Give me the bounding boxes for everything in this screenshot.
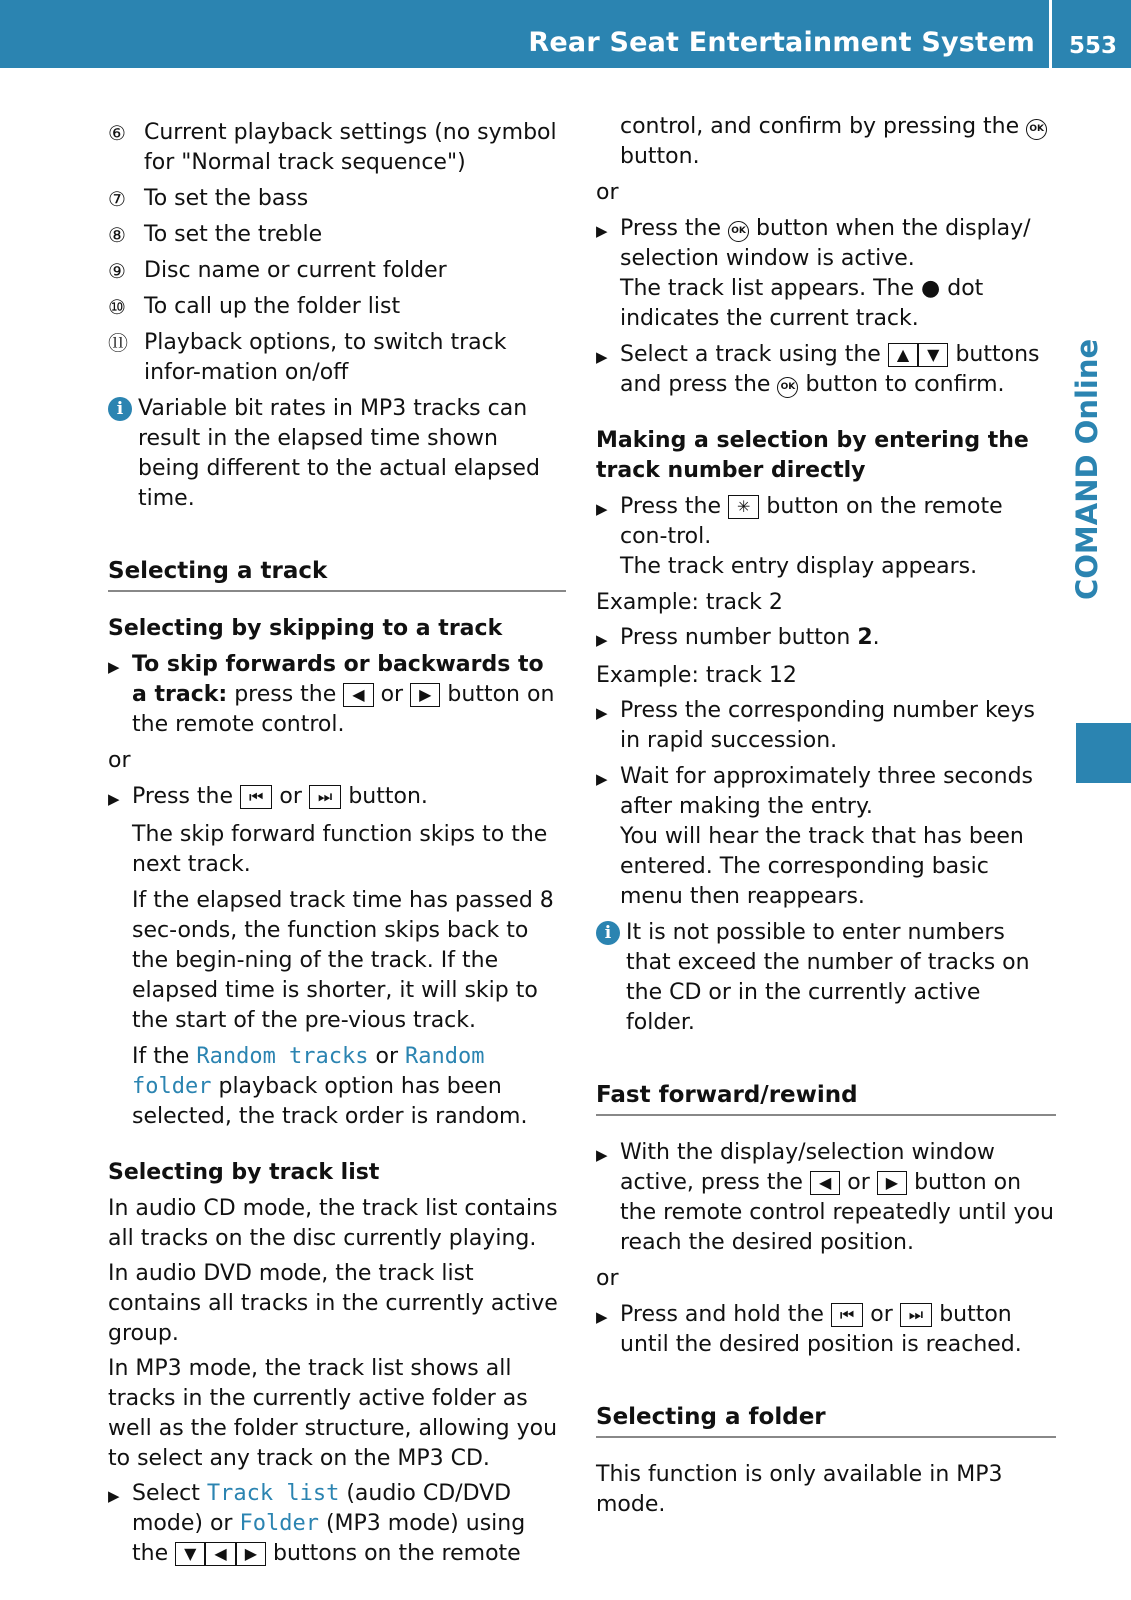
right-arrow-key-icon: ▶	[877, 1171, 907, 1195]
bullet-dot-icon: ●	[921, 276, 941, 301]
legend-item	[108, 118, 566, 178]
step-item	[108, 782, 566, 814]
step-item: ▶ Press number button 2.	[596, 623, 1056, 655]
step-item	[596, 1300, 1056, 1360]
step-arrow-icon: ▶	[108, 658, 120, 676]
left-column	[108, 118, 566, 1575]
step-text: Select	[132, 1481, 200, 1506]
step-text: Press the	[132, 784, 233, 809]
ok-button-icon: OK	[728, 221, 749, 242]
left-arrow-key-icon: ◀	[205, 1542, 235, 1566]
step-bold-text: 2	[857, 625, 873, 650]
right-column	[596, 112, 1056, 1525]
detail-text: button.	[620, 144, 700, 169]
menu-item-random-folder: Random folder	[132, 1044, 485, 1099]
info-icon: i	[596, 921, 620, 945]
or-text: or	[279, 784, 302, 809]
step-detail: If the elapsed track time has passed 8 sec-onds, the function skips back to the begin-ning of the track. If the elapsed time is shorter, it will skip to the start of the pre-vious track.	[132, 888, 554, 1033]
step-item	[596, 696, 1056, 756]
section-heading-selecting-folder: Selecting a folder	[596, 1402, 1056, 1438]
legend-text: Disc name or current folder	[144, 258, 447, 283]
paragraph: In audio CD mode, the track list contains all tracks on the disc currently playing.	[108, 1196, 558, 1251]
down-arrow-key-icon: ▼	[918, 343, 948, 367]
step-arrow-icon: ▶	[108, 790, 120, 808]
step-text: button when the display/ selection window is active.	[620, 216, 1031, 271]
page-number: 553	[1069, 33, 1118, 59]
side-tab-label: COMAND Online	[1070, 338, 1104, 600]
step-text: Select a track using the	[620, 342, 881, 367]
or-separator: or	[108, 748, 131, 773]
info-icon: i	[108, 397, 132, 421]
step-item	[108, 650, 566, 740]
skip-back-key-icon: ⏮	[240, 785, 272, 809]
legend-text: Playback options, to switch track infor-mation on/off	[144, 330, 507, 385]
legend-number: ⑥	[108, 121, 126, 145]
info-note	[108, 394, 566, 514]
step-arrow-icon: ▶	[108, 1487, 120, 1505]
legend-number: ⑧	[108, 223, 126, 247]
right-arrow-key-icon: ▶	[410, 683, 440, 707]
skip-back-key-icon: ⏮	[831, 1303, 863, 1327]
step-text: button to confirm.	[805, 372, 1005, 397]
or-separator: or	[596, 180, 619, 205]
step-arrow-icon: ▶	[596, 222, 608, 240]
step-text: Press the corresponding number keys in rapid succession.	[620, 698, 1035, 753]
step-text: dot indicates the current track.	[620, 276, 984, 331]
step-text: Wait for approximately three seconds after making the entry.	[620, 764, 1034, 819]
menu-item-folder: Folder	[239, 1511, 319, 1536]
step-text: buttons on the remote	[273, 1541, 521, 1566]
subheading-direct-entry: Making a selection by entering the track number directly	[596, 428, 1029, 483]
step-text: The track list appears. The	[620, 276, 915, 301]
step-detail	[132, 1042, 566, 1132]
detail-text: playback option has been selected, the track order is random.	[132, 1074, 528, 1129]
legend-text: Current playback settings (no symbol for "Normal track sequence")	[144, 120, 557, 175]
legend-item	[108, 220, 566, 250]
section-heading-fast-forward: Fast forward/rewind	[596, 1080, 1056, 1116]
or-text: or	[870, 1302, 893, 1327]
step-text: button.	[348, 784, 428, 809]
or-text: or	[380, 682, 404, 707]
ok-button-icon: OK	[777, 377, 798, 398]
step-text: button on the remote control repeatedly until you reach the desired position.	[620, 1170, 1054, 1255]
subheading-skip: Selecting by skipping to a track	[108, 616, 503, 641]
step-bold-text: To skip forwards or backwards to a track:	[132, 652, 544, 707]
step-text: Press number button	[620, 625, 851, 650]
or-text: or	[375, 1044, 399, 1069]
star-key-icon: ✳	[728, 495, 759, 519]
detail-text: control, and confirm by pressing the	[620, 114, 1020, 139]
legend-item	[108, 184, 566, 214]
detail-text: If the	[132, 1044, 190, 1069]
step-text: You will hear the track that has been entered. The corresponding basic menu then reappears.	[620, 824, 1024, 909]
right-arrow-key-icon: ▶	[236, 1542, 266, 1566]
step-arrow-icon: ▶	[596, 770, 608, 788]
side-tab-marker	[1076, 723, 1131, 783]
or-separator: or	[596, 1266, 619, 1291]
skip-forward-key-icon: ⏭	[309, 785, 341, 809]
step-text: button on the remote control.	[132, 682, 555, 737]
header-bar	[0, 0, 1131, 68]
legend-text: To set the treble	[144, 222, 323, 247]
step-detail: The skip forward function skips to the next track.	[132, 822, 548, 877]
info-note-text: It is not possible to enter numbers that exceed the number of tracks on the CD or in the currently active folder.	[626, 920, 1030, 1035]
step-text: Press the	[620, 494, 721, 519]
legend-number: ⑨	[108, 259, 126, 283]
legend-text: To set the bass	[144, 186, 309, 211]
left-arrow-key-icon: ◀	[810, 1171, 840, 1195]
step-arrow-icon: ▶	[596, 704, 608, 722]
up-arrow-key-icon: ▲	[888, 343, 918, 367]
paragraph: In audio DVD mode, the track list contains all tracks in the currently active group.	[108, 1261, 558, 1346]
paragraph: In MP3 mode, the track list shows all tracks in the currently active folder as well as the folder structure, allowing you to select any track on the MP3 CD.	[108, 1356, 558, 1471]
step-text: button until the desired position is reached.	[620, 1302, 1022, 1357]
info-note-text: Variable bit rates in MP3 tracks can result in the elapsed time shown being different to the actual elapsed time.	[138, 396, 540, 511]
step-text: (MP3 mode) using the	[132, 1511, 526, 1566]
ok-button-icon: OK	[1026, 119, 1047, 140]
header-title: Rear Seat Entertainment System	[528, 27, 1035, 58]
legend-number: ⑩	[108, 295, 126, 319]
subheading-track-list: Selecting by track list	[108, 1160, 380, 1185]
step-arrow-icon: ▶	[596, 348, 608, 366]
menu-item-track-list: Track list	[206, 1481, 340, 1506]
step-item	[108, 1479, 566, 1569]
step-arrow-icon: ▶	[596, 1146, 608, 1164]
menu-item-random-tracks: Random tracks	[196, 1044, 369, 1069]
legend-item	[108, 256, 566, 286]
header-divider	[1049, 0, 1052, 68]
step-text: The track entry display appears.	[620, 554, 978, 579]
skip-forward-key-icon: ⏭	[900, 1303, 932, 1327]
step-item	[596, 492, 1056, 582]
step-item	[596, 1138, 1056, 1258]
example-label: Example: track 12	[596, 663, 797, 688]
legend-text: To call up the folder list	[144, 294, 401, 319]
step-arrow-icon: ▶	[596, 1308, 608, 1326]
step-detail	[620, 112, 1056, 172]
example-label: Example: track 2	[596, 590, 783, 615]
step-text: (audio CD/DVD mode) or	[132, 1481, 512, 1536]
step-text: Press the	[620, 216, 721, 241]
step-item	[596, 762, 1056, 912]
step-item	[596, 340, 1056, 400]
left-arrow-key-icon: ◀	[343, 683, 373, 707]
step-text: Press and hold the	[620, 1302, 824, 1327]
step-text: press the	[234, 682, 337, 707]
down-arrow-key-icon: ▼	[175, 1542, 205, 1566]
step-arrow-icon: ▶	[596, 631, 608, 649]
paragraph: This function is only available in MP3 mode.	[596, 1462, 1003, 1517]
legend-number: ⑪	[108, 331, 128, 355]
step-item	[596, 214, 1056, 334]
legend-item	[108, 292, 566, 322]
step-text: With the display/selection window active, press the	[620, 1140, 995, 1195]
step-arrow-icon: ▶	[596, 500, 608, 518]
legend-item	[108, 328, 566, 388]
section-heading-selecting-track: Selecting a track	[108, 556, 566, 592]
legend-number: ⑦	[108, 187, 126, 211]
step-text: button on the remote con-trol.	[620, 494, 1003, 549]
or-text: or	[847, 1170, 870, 1195]
info-note	[596, 918, 1056, 1038]
step-text: buttons and press the	[620, 342, 1040, 397]
